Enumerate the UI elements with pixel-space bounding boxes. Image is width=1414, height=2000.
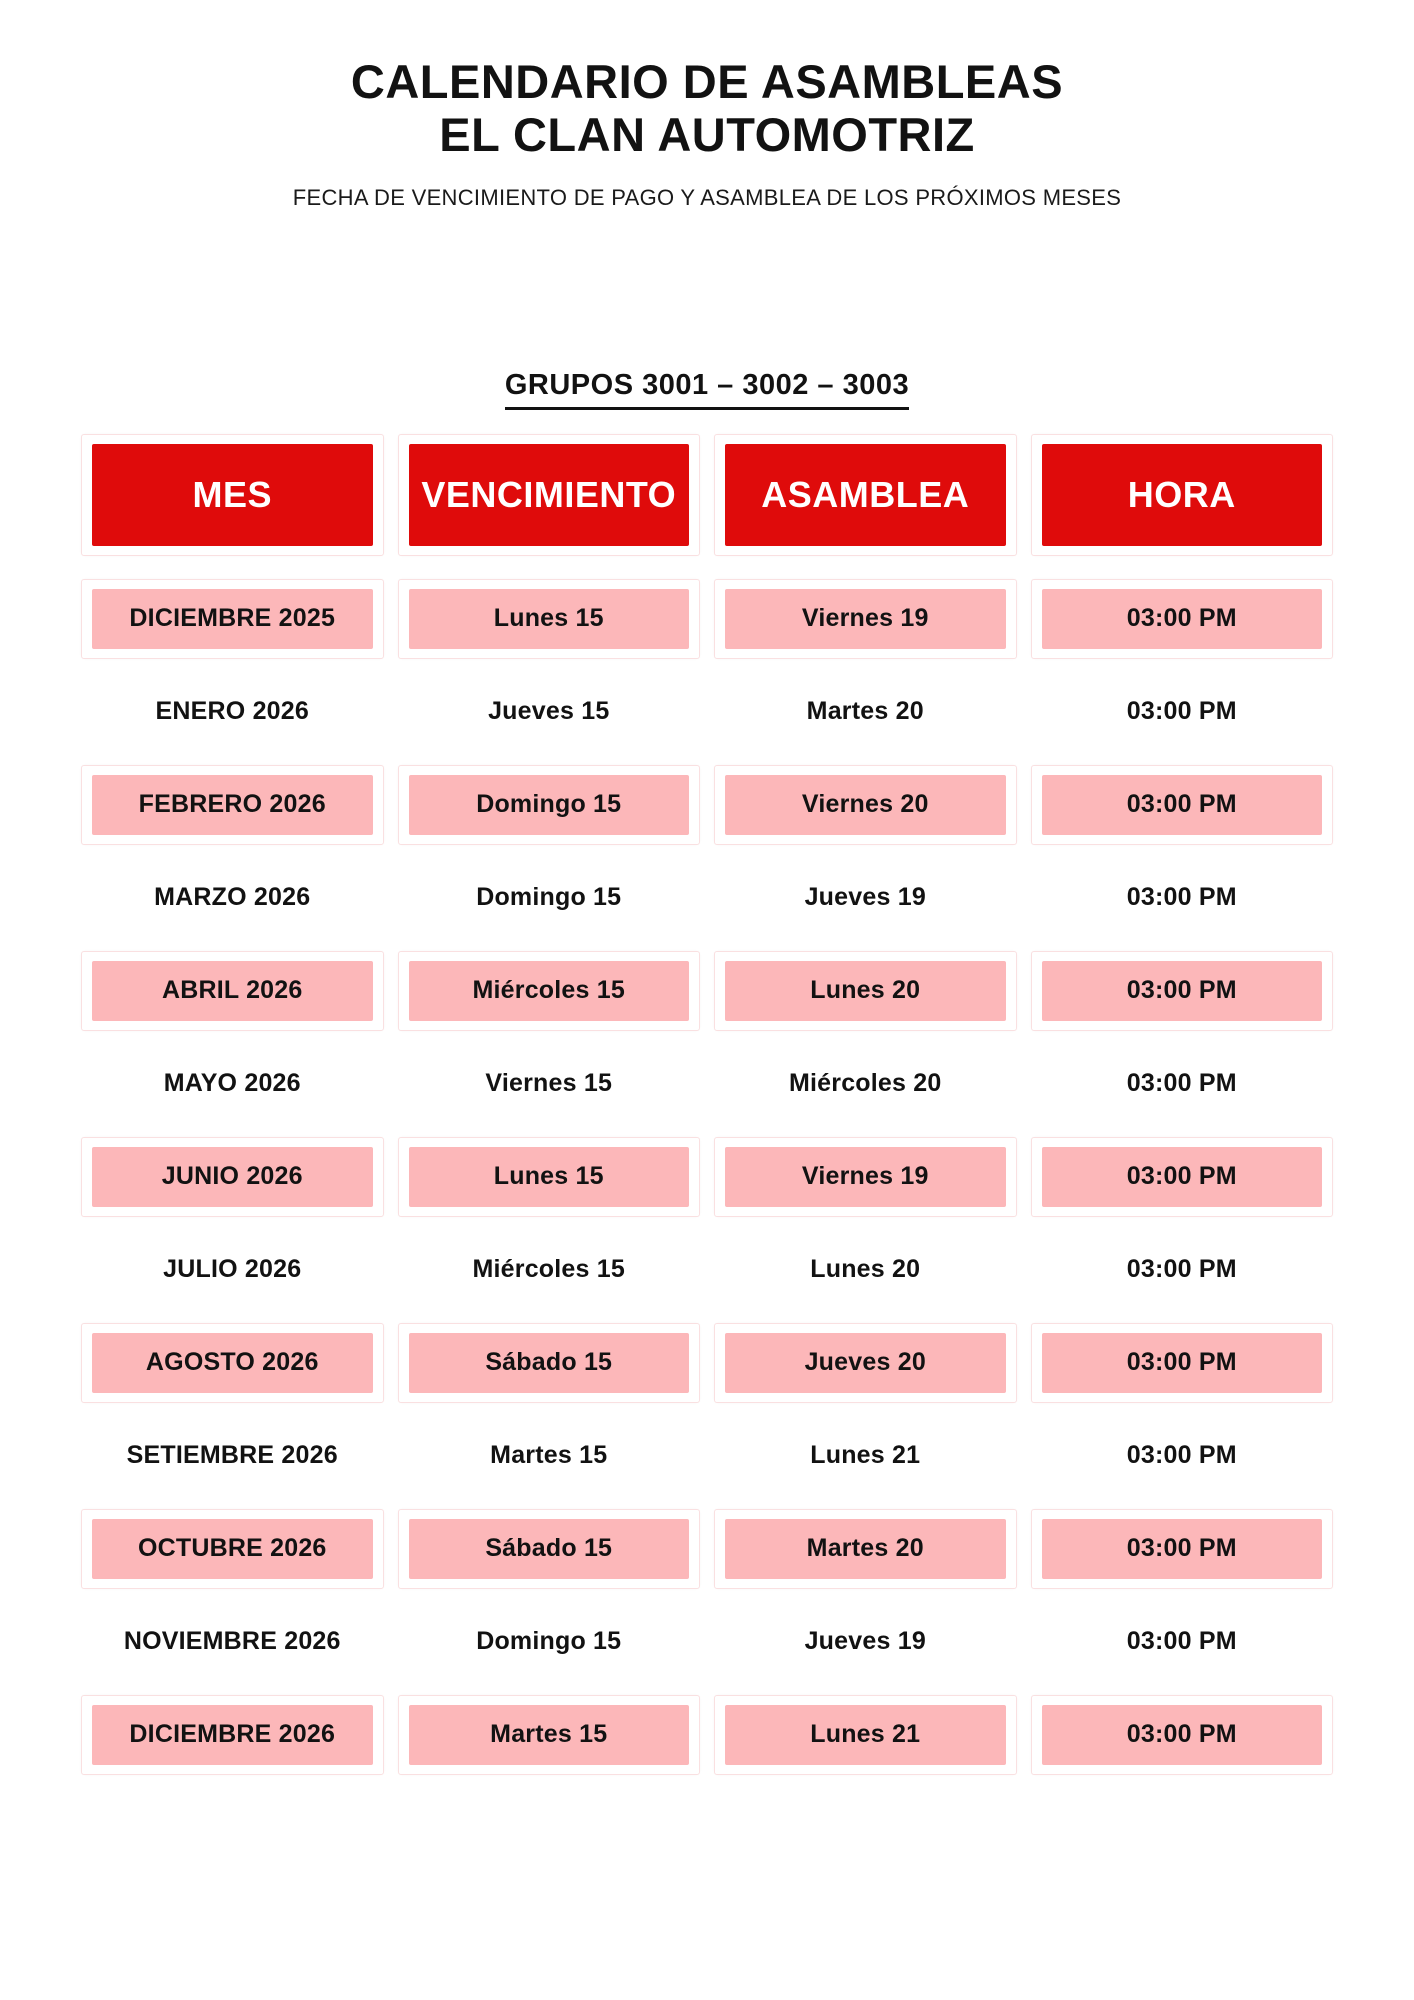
cell-mes [81,1037,384,1130]
cell-value: JUNIO 2026 [92,1147,373,1207]
cell-vencimiento [398,1688,701,1781]
highlight-card [714,951,1017,1031]
highlight-card [714,579,1017,659]
highlight-card [1031,579,1334,659]
cell-value: DICIEMBRE 2025 [92,589,373,649]
cell-asamblea [714,1502,1017,1595]
cell-hora [1031,1223,1334,1316]
cell-value: Domingo 15 [409,775,690,835]
cell-hora [1031,665,1334,758]
calendar-table [81,434,1333,1781]
highlight-card [81,1509,384,1589]
cell-value: 03:00 PM [1042,589,1323,649]
cell-value: MARZO 2026 [154,883,311,911]
highlight-card [1031,1695,1334,1775]
cell-value: 03:00 PM [1126,1627,1237,1655]
cell-asamblea [714,1130,1017,1223]
cell-value: Miércoles 15 [472,1255,625,1283]
cell-value: Lunes 15 [409,1147,690,1207]
cell-vencimiento [398,1409,701,1502]
groups-heading-wrap [0,369,1414,410]
header-cell-hora [1031,434,1334,556]
cell-asamblea [714,572,1017,665]
cell-mes [81,1595,384,1688]
cell-mes [81,1409,384,1502]
cell-value: ABRIL 2026 [92,961,373,1021]
cell-asamblea [714,665,1017,758]
cell-value: NOVIEMBRE 2026 [123,1627,341,1655]
cell-vencimiento [398,572,701,665]
cell-value: Miércoles 20 [789,1069,942,1097]
cell-value: Lunes 21 [810,1441,921,1469]
cell-vencimiento [398,944,701,1037]
cell-value: 03:00 PM [1042,1333,1323,1393]
cell-value: Jueves 19 [804,1627,926,1655]
cell-value: AGOSTO 2026 [92,1333,373,1393]
cell-asamblea [714,1409,1017,1502]
cell-asamblea [714,851,1017,944]
cell-value: Martes 20 [806,697,924,725]
cell-value: Lunes 15 [409,589,690,649]
highlight-card [1031,1509,1334,1589]
cell-hora [1031,1688,1334,1781]
header-card [714,434,1017,556]
highlight-card [398,1509,701,1589]
highlight-card [81,1695,384,1775]
highlight-card [714,1695,1017,1775]
header-label-mes: MES [92,444,373,546]
cell-value: DICIEMBRE 2026 [92,1705,373,1765]
cell-value: 03:00 PM [1042,775,1323,835]
highlight-card [398,1137,701,1217]
cell-hora [1031,1037,1334,1130]
cell-value: Lunes 20 [725,961,1006,1021]
cell-hora [1031,1316,1334,1409]
cell-hora [1031,1409,1334,1502]
cell-asamblea [714,1316,1017,1409]
cell-value: 03:00 PM [1042,961,1323,1021]
header-label-vencimiento: VENCIMIENTO [409,444,690,546]
cell-value: Viernes 19 [725,589,1006,649]
cell-value: ENERO 2026 [155,697,309,725]
title-line-1: CALENDARIO DE ASAMBLEAS [350,55,1064,108]
cell-value: 03:00 PM [1126,883,1237,911]
cell-mes [81,1688,384,1781]
cell-vencimiento [398,758,701,851]
cell-value: 03:00 PM [1126,697,1237,725]
cell-value: Martes 15 [409,1705,690,1765]
cell-value: Martes 20 [725,1519,1006,1579]
header-label-hora: HORA [1042,444,1323,546]
header-cell-mes [81,434,384,556]
cell-value: 03:00 PM [1126,1441,1237,1469]
cell-hora [1031,572,1334,665]
cell-value: Domingo 15 [476,883,622,911]
cell-hora [1031,1502,1334,1595]
cell-value: Lunes 21 [725,1705,1006,1765]
cell-vencimiento [398,1316,701,1409]
cell-vencimiento [398,1037,701,1130]
header-card [81,434,384,556]
cell-hora [1031,758,1334,851]
cell-vencimiento [398,665,701,758]
cell-value: Jueves 19 [804,883,926,911]
title-line-2: EL CLAN AUTOMOTRIZ [439,108,975,161]
cell-vencimiento [398,1130,701,1223]
header-card [1031,434,1334,556]
highlight-card [714,1323,1017,1403]
cell-mes [81,758,384,851]
cell-value: MAYO 2026 [163,1069,301,1097]
cell-vencimiento [398,1595,701,1688]
cell-value: JULIO 2026 [163,1255,302,1283]
cell-hora [1031,1595,1334,1688]
cell-value: 03:00 PM [1042,1147,1323,1207]
cell-value: OCTUBRE 2026 [92,1519,373,1579]
highlight-card [398,1323,701,1403]
cell-hora [1031,944,1334,1037]
cell-mes [81,1316,384,1409]
cell-mes [81,944,384,1037]
cell-value: FEBRERO 2026 [92,775,373,835]
highlight-card [398,579,701,659]
cell-mes [81,851,384,944]
cell-vencimiento [398,851,701,944]
cell-value: 03:00 PM [1126,1069,1237,1097]
cell-value: Sábado 15 [409,1333,690,1393]
cell-hora [1031,1130,1334,1223]
cell-mes [81,1223,384,1316]
highlight-card [1031,1323,1334,1403]
cell-value: Viernes 19 [725,1147,1006,1207]
cell-value: 03:00 PM [1042,1519,1323,1579]
cell-value: Miércoles 15 [409,961,690,1021]
header-cell-asamblea [714,434,1017,556]
cell-vencimiento [398,1223,701,1316]
highlight-card [714,1509,1017,1589]
highlight-card [1031,951,1334,1031]
highlight-card [714,1137,1017,1217]
cell-value: Martes 15 [490,1441,608,1469]
highlight-card [81,951,384,1031]
cell-vencimiento [398,1502,701,1595]
highlight-card [1031,765,1334,845]
cell-value: 03:00 PM [1042,1705,1323,1765]
cell-value: SETIEMBRE 2026 [126,1441,338,1469]
cell-asamblea [714,1223,1017,1316]
cell-asamblea [714,758,1017,851]
cell-asamblea [714,1595,1017,1688]
cell-value: Viernes 15 [485,1069,613,1097]
header-card [398,434,701,556]
header-cell-vencimiento [398,434,701,556]
cell-asamblea [714,1037,1017,1130]
cell-hora [1031,851,1334,944]
cell-asamblea [714,1688,1017,1781]
highlight-card [81,579,384,659]
cell-value: Domingo 15 [476,1627,622,1655]
cell-mes [81,1502,384,1595]
highlight-card [1031,1137,1334,1217]
cell-value: Jueves 20 [725,1333,1006,1393]
cell-mes [81,1130,384,1223]
cell-mes [81,572,384,665]
cell-value: 03:00 PM [1126,1255,1237,1283]
highlight-card [81,1137,384,1217]
highlight-card [714,765,1017,845]
cell-mes [81,665,384,758]
cell-value: Lunes 20 [810,1255,921,1283]
cell-asamblea [714,944,1017,1037]
highlight-card [398,765,701,845]
highlight-card [398,1695,701,1775]
highlight-card [81,1323,384,1403]
groups-heading: GRUPOS 3001 – 3002 – 3003 [505,369,909,410]
header-label-asamblea: ASAMBLEA [725,444,1006,546]
cell-value: Viernes 20 [725,775,1006,835]
page-subtitle: FECHA DE VENCIMIENTO DE PAGO Y ASAMBLEA DE LOS PRÓXIMOS MESES [292,185,1122,210]
cell-value: Jueves 15 [488,697,610,725]
highlight-card [398,951,701,1031]
cell-value: Sábado 15 [409,1519,690,1579]
page-title [0,55,1414,161]
highlight-card [81,765,384,845]
